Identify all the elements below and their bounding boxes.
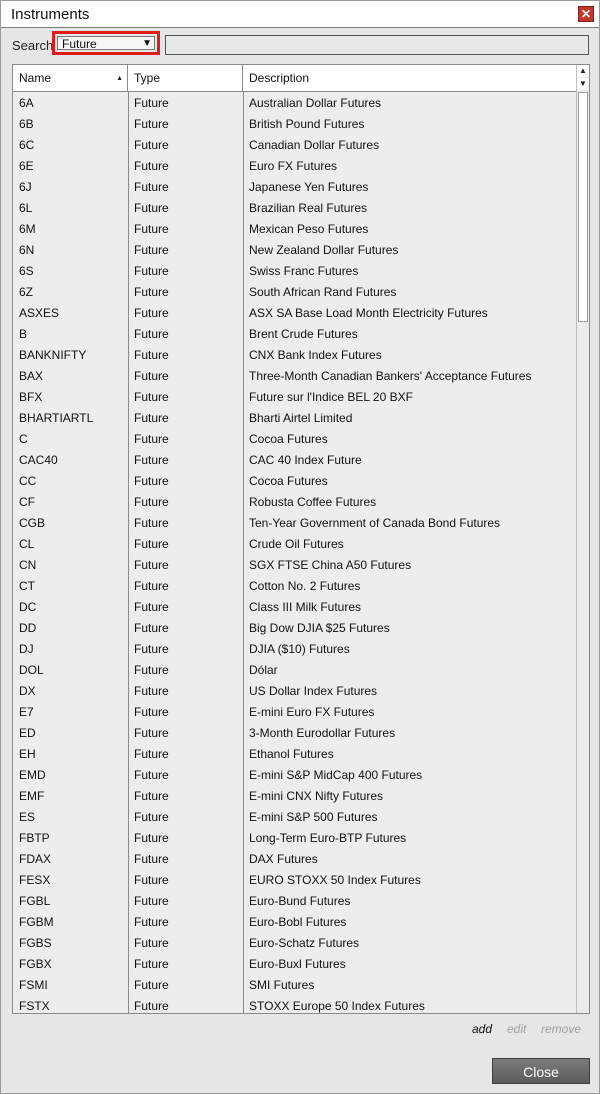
cell-description: Australian Dollar Futures	[249, 96, 382, 110]
table-row[interactable]	[13, 156, 577, 177]
cell-name: EMD	[19, 768, 46, 782]
cell-description: DJIA ($10) Futures	[249, 642, 350, 656]
cell-type: Future	[134, 222, 169, 236]
cell-name: FBTP	[19, 831, 50, 845]
cell-type: Future	[134, 600, 169, 614]
cell-name: DD	[19, 621, 37, 635]
cell-type: Future	[134, 453, 169, 467]
cell-name: FDAX	[19, 852, 52, 866]
table-row[interactable]	[13, 786, 577, 807]
cell-name: 6L	[19, 201, 33, 215]
cell-type: Future	[134, 831, 169, 845]
table-row[interactable]	[13, 639, 577, 660]
cell-type: Future	[134, 663, 169, 677]
cell-type: Future	[134, 327, 169, 341]
remove-link[interactable]: remove	[541, 1022, 582, 1036]
close-icon[interactable]: ✕	[578, 6, 594, 22]
cell-name: 6E	[19, 159, 34, 173]
table-header	[13, 65, 577, 92]
vertical-scrollbar[interactable]	[576, 65, 589, 1013]
cell-type: Future	[134, 705, 169, 719]
column-header-description-label: Description	[249, 71, 310, 85]
table-body	[13, 93, 577, 1014]
table-row[interactable]	[13, 828, 577, 849]
table-row[interactable]	[13, 618, 577, 639]
cell-type: Future	[134, 390, 169, 404]
cell-name: FGBL	[19, 894, 51, 908]
cell-type: Future	[134, 873, 169, 887]
cell-name: FGBX	[19, 957, 52, 971]
cell-type: Future	[134, 243, 169, 257]
cell-type: Future	[134, 999, 169, 1013]
cell-description: British Pound Futures	[249, 117, 365, 131]
table-row[interactable]	[13, 366, 577, 387]
cell-name: DX	[19, 684, 36, 698]
cell-type: Future	[134, 411, 169, 425]
cell-description: Cocoa Futures	[249, 474, 328, 488]
cell-type: Future	[134, 684, 169, 698]
cell-type: Future	[134, 264, 169, 278]
table-row[interactable]	[13, 324, 577, 345]
cell-type: Future	[134, 495, 169, 509]
table-row[interactable]	[13, 723, 577, 744]
column-header-description[interactable]	[243, 65, 577, 91]
cell-description: Brent Crude Futures	[249, 327, 358, 341]
cell-type: Future	[134, 852, 169, 866]
cell-description: ASX SA Base Load Month Electricity Futures	[249, 306, 488, 320]
scroll-down-icon[interactable]: ▼	[577, 78, 589, 90]
cell-name: 6C	[19, 138, 35, 152]
cell-name: 6Z	[19, 285, 34, 299]
cell-type: Future	[134, 201, 169, 215]
cell-name: EH	[19, 747, 36, 761]
table-row[interactable]	[13, 765, 577, 786]
title-bar	[1, 1, 599, 28]
cell-description: CAC 40 Index Future	[249, 453, 362, 467]
table-row[interactable]	[13, 849, 577, 870]
cell-description: Ethanol Futures	[249, 747, 334, 761]
cell-description: Future sur l'Indice BEL 20 BXF	[249, 390, 413, 404]
cell-name: BANKNIFTY	[19, 348, 87, 362]
cell-type: Future	[134, 957, 169, 971]
cell-type: Future	[134, 789, 169, 803]
cell-type: Future	[134, 747, 169, 761]
table-row[interactable]	[13, 219, 577, 240]
scrollbar-thumb[interactable]	[578, 92, 588, 322]
table-row[interactable]	[13, 408, 577, 429]
cell-description: EURO STOXX 50 Index Futures	[249, 873, 421, 887]
cell-name: 6B	[19, 117, 34, 131]
cell-name: DOL	[19, 663, 44, 677]
cell-type: Future	[134, 936, 169, 950]
cell-description: Mexican Peso Futures	[249, 222, 369, 236]
cell-name: FESX	[19, 873, 51, 887]
table-row[interactable]	[13, 198, 577, 219]
cell-type: Future	[134, 306, 169, 320]
table-row[interactable]	[13, 261, 577, 282]
table-row[interactable]	[13, 996, 577, 1014]
cell-description: Euro-Schatz Futures	[249, 936, 360, 950]
cell-description: E-mini S&P 500 Futures	[249, 810, 378, 824]
cell-type: Future	[134, 180, 169, 194]
cell-description: Long-Term Euro-BTP Futures	[249, 831, 407, 845]
cell-description: DAX Futures	[249, 852, 318, 866]
sort-ascending-icon: ▲	[116, 75, 123, 82]
table-row[interactable]	[13, 492, 577, 513]
search-type-highlight	[52, 31, 160, 55]
cell-description: Ten-Year Government of Canada Bond Futures	[249, 516, 501, 530]
cell-name: FGBM	[19, 915, 54, 929]
cell-description: Brazilian Real Futures	[249, 201, 368, 215]
cell-name: 6J	[19, 180, 32, 194]
table-row[interactable]	[13, 471, 577, 492]
cell-type: Future	[134, 285, 169, 299]
table-row[interactable]	[13, 744, 577, 765]
cell-name: FGBS	[19, 936, 52, 950]
cell-name: ASXES	[19, 306, 60, 320]
cell-description: SGX FTSE China A50 Futures	[249, 558, 412, 572]
search-type-dropdown[interactable]	[57, 36, 155, 50]
chevron-down-icon: ▼	[142, 38, 152, 49]
table-row[interactable]	[13, 975, 577, 996]
table-row[interactable]	[13, 660, 577, 681]
edit-link[interactable]: edit	[507, 1022, 527, 1036]
table-row[interactable]	[13, 702, 577, 723]
cell-type: Future	[134, 726, 169, 740]
cell-description: Bharti Airtel Limited	[249, 411, 353, 425]
table-row[interactable]	[13, 534, 577, 555]
window-title: Instruments	[11, 6, 90, 23]
cell-description: South African Rand Futures	[249, 285, 397, 299]
cell-description: E-mini CNX Nifty Futures	[249, 789, 384, 803]
cell-name: CT	[19, 579, 35, 593]
cell-description: Euro FX Futures	[249, 159, 338, 173]
cell-description: Crude Oil Futures	[249, 537, 344, 551]
cell-name: B	[19, 327, 28, 341]
cell-type: Future	[134, 369, 169, 383]
close-button[interactable]: Close	[492, 1058, 590, 1084]
cell-type: Future	[134, 96, 169, 110]
table-row[interactable]	[13, 282, 577, 303]
search-input[interactable]	[165, 35, 589, 55]
cell-name: E7	[19, 705, 34, 719]
scroll-up-icon[interactable]: ▲	[577, 65, 589, 77]
cell-type: Future	[134, 432, 169, 446]
table-row[interactable]	[13, 870, 577, 891]
cell-description: Three-Month Canadian Bankers' Acceptance Futures	[249, 369, 532, 383]
cell-type: Future	[134, 348, 169, 362]
table-row[interactable]	[13, 912, 577, 933]
cell-type: Future	[134, 768, 169, 782]
cell-name: ED	[19, 726, 36, 740]
cell-name: BAX	[19, 369, 44, 383]
cell-description: CNX Bank Index Futures	[249, 348, 382, 362]
cell-name: CGB	[19, 516, 46, 530]
cell-type: Future	[134, 516, 169, 530]
cell-name: DC	[19, 600, 37, 614]
instruments-table	[12, 64, 590, 1014]
table-row[interactable]	[13, 93, 577, 114]
table-row[interactable]	[13, 954, 577, 975]
cell-description: Japanese Yen Futures	[249, 180, 369, 194]
table-row[interactable]	[13, 240, 577, 261]
cell-type: Future	[134, 642, 169, 656]
cell-name: 6M	[19, 222, 36, 236]
search-type-value: Future	[62, 37, 97, 51]
add-link[interactable]: add	[472, 1022, 493, 1036]
cell-name: CN	[19, 558, 37, 572]
cell-description: Canadian Dollar Futures	[249, 138, 380, 152]
table-row[interactable]	[13, 429, 577, 450]
table-row[interactable]	[13, 135, 577, 156]
cell-type: Future	[134, 138, 169, 152]
cell-name: FSTX	[19, 999, 50, 1013]
cell-description: STOXX Europe 50 Index Futures	[249, 999, 425, 1013]
cell-description: Cotton No. 2 Futures	[249, 579, 361, 593]
cell-description: US Dollar Index Futures	[249, 684, 378, 698]
cell-type: Future	[134, 537, 169, 551]
search-label: Search	[12, 38, 54, 53]
cell-description: Euro-Buxl Futures	[249, 957, 346, 971]
cell-name: EMF	[19, 789, 45, 803]
cell-description: Dólar	[249, 663, 278, 677]
cell-description: 3-Month Eurodollar Futures	[249, 726, 396, 740]
table-row[interactable]	[13, 303, 577, 324]
cell-description: Big Dow DJIA $25 Futures	[249, 621, 390, 635]
cell-description: Cocoa Futures	[249, 432, 328, 446]
column-header-type[interactable]	[128, 65, 243, 91]
cell-description: E-mini Euro FX Futures	[249, 705, 375, 719]
cell-name: 6A	[19, 96, 34, 110]
table-row[interactable]	[13, 387, 577, 408]
cell-name: FSMI	[19, 978, 48, 992]
cell-type: Future	[134, 579, 169, 593]
cell-type: Future	[134, 159, 169, 173]
cell-name: C	[19, 432, 28, 446]
table-row[interactable]	[13, 177, 577, 198]
cell-type: Future	[134, 621, 169, 635]
table-row[interactable]	[13, 933, 577, 954]
table-row[interactable]	[13, 807, 577, 828]
cell-name: BFX	[19, 390, 43, 404]
cell-type: Future	[134, 474, 169, 488]
cell-description: Robusta Coffee Futures	[249, 495, 377, 509]
cell-name: 6S	[19, 264, 34, 278]
cell-type: Future	[134, 117, 169, 131]
cell-name: BHARTIARTL	[19, 411, 94, 425]
table-row[interactable]	[13, 450, 577, 471]
cell-description: Euro-Bobl Futures	[249, 915, 347, 929]
cell-name: DJ	[19, 642, 34, 656]
cell-type: Future	[134, 894, 169, 908]
cell-name: CL	[19, 537, 35, 551]
table-row[interactable]	[13, 114, 577, 135]
table-row[interactable]	[13, 891, 577, 912]
cell-description: Euro-Bund Futures	[249, 894, 351, 908]
column-header-name[interactable]	[13, 65, 128, 91]
cell-description: New Zealand Dollar Futures	[249, 243, 399, 257]
cell-name: CAC40	[19, 453, 58, 467]
column-header-name-label: Name	[19, 71, 52, 85]
table-row[interactable]	[13, 513, 577, 534]
cell-description: Swiss Franc Futures	[249, 264, 359, 278]
table-row[interactable]	[13, 555, 577, 576]
cell-name: ES	[19, 810, 36, 824]
cell-name: 6N	[19, 243, 35, 257]
cell-description: Class III Milk Futures	[249, 600, 362, 614]
cell-description: E-mini S&P MidCap 400 Futures	[249, 768, 423, 782]
table-row[interactable]	[13, 597, 577, 618]
cell-name: CF	[19, 495, 35, 509]
table-row[interactable]	[13, 576, 577, 597]
column-header-type-label: Type	[134, 71, 161, 85]
cell-type: Future	[134, 810, 169, 824]
cell-type: Future	[134, 978, 169, 992]
table-row[interactable]	[13, 345, 577, 366]
cell-name: CC	[19, 474, 37, 488]
cell-type: Future	[134, 915, 169, 929]
table-row[interactable]	[13, 681, 577, 702]
cell-description: SMI Futures	[249, 978, 315, 992]
cell-type: Future	[134, 558, 169, 572]
